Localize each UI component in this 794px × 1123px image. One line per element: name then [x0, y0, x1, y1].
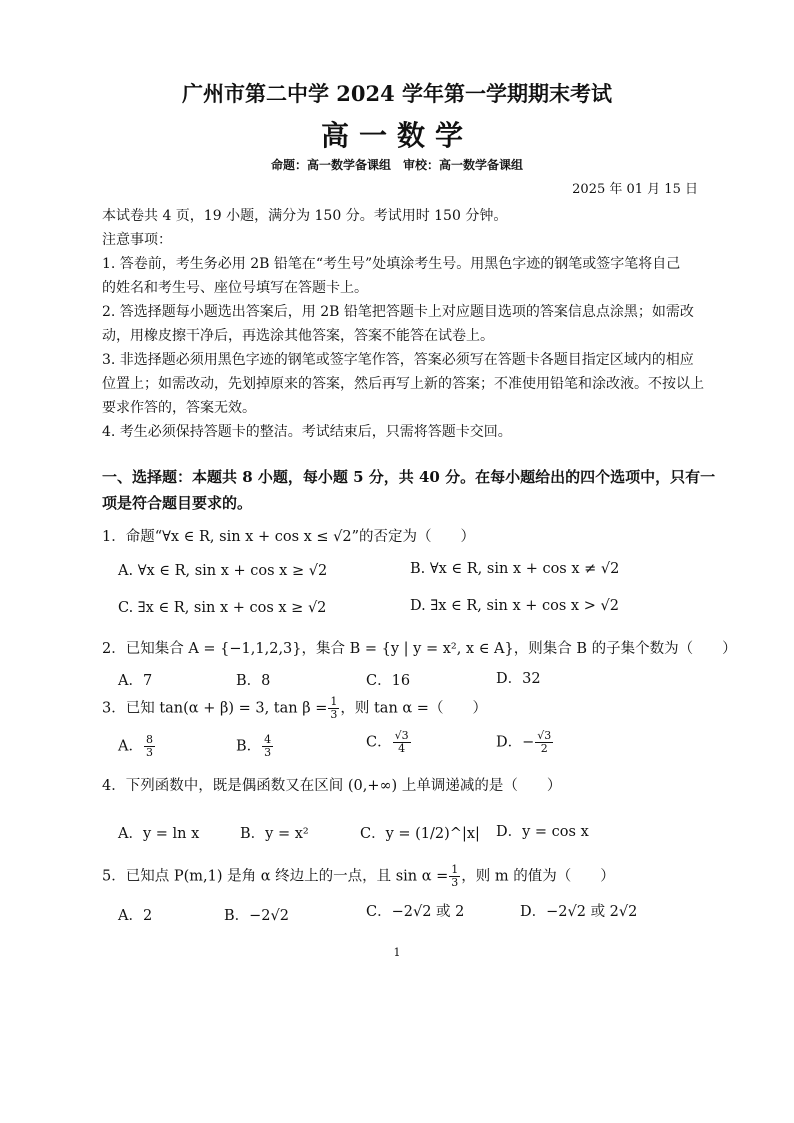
notice-line: 要求作答的，答案无效。 [102, 400, 256, 416]
option-label: B． [236, 738, 262, 755]
fraction [535, 730, 553, 755]
question-3-stem [102, 696, 487, 721]
fraction [144, 734, 155, 759]
fraction-denominator: 3 [145, 746, 153, 759]
notice-line: 1. 答卷前，考生务必用 2B 铅笔在“考生号”处填涂考生号。用黑色字迹的钢笔或签字笔将自己 [102, 256, 681, 272]
question-5-option-b: B．−2√2 [224, 908, 289, 924]
question-2-stem: 2．已知集合 A = {−1,1,2,3}，集合 B = {y | y = x², x ∈ A}，则集合 B 的子集个数为（ ） [102, 641, 737, 657]
instructions-summary: 本试卷共 4 页，19 小题，满分为 150 分。考试用时 150 分钟。 [102, 208, 508, 224]
exam-date: 2025 年 01 月 15 日 [572, 182, 698, 197]
fraction [393, 730, 411, 755]
notice-line: 3. 非选择题必须用黑色字迹的钢笔或签字笔作答，答案必须写在答题卡各题目指定区域内的相应 [102, 352, 694, 368]
question-4-option-c: C．y = (1/2)^|x| [360, 826, 480, 842]
exam-title: 广州市第二中学 2024 学年第一学期期末考试 [181, 81, 613, 106]
question-2-option-b: B．8 [236, 673, 271, 689]
notice-line: 4. 考生必须保持答题卡的整洁。考试结束后，只需将答题卡交回。 [102, 424, 512, 440]
option-label: C． [366, 734, 392, 751]
fraction-denominator: 3 [451, 876, 459, 889]
fraction-numerator: 1 [330, 695, 338, 708]
notice-line: 位置上；如需改动，先划掉原来的答案，然后再写上新的答案；不准使用铅笔和涂改液。不按以上 [102, 376, 704, 392]
fraction [449, 864, 460, 889]
question-3-stem-part: 3．已知 tan(α + β) = 3, tan β = [102, 700, 328, 717]
question-3-option-d [496, 730, 554, 755]
notice-title: 注意事项： [102, 232, 172, 248]
option-label: A． [118, 738, 143, 755]
notice-line: 动，用橡皮擦干净后，再选涂其他答案，答案不能答在试卷上。 [102, 328, 494, 344]
question-2-option-c: C．16 [366, 673, 411, 689]
question-1-option-d: D. ∃x ∈ R, sin x + cos x > √2 [410, 598, 619, 614]
question-5-stem [102, 864, 615, 889]
question-4-option-a: A．y = ln x [118, 826, 200, 842]
question-3-stem-part: ，则 tan α =（ ） [340, 700, 487, 717]
question-5-option-c: C．−2√2 或 2 [366, 904, 465, 920]
question-3-option-b [236, 734, 274, 759]
credits-line: 命题：高一数学备课组 审校：高一数学备课组 [270, 158, 523, 172]
question-2-option-a: A．7 [118, 673, 153, 689]
fraction [328, 696, 339, 721]
question-5-stem-part: ，则 m 的值为（ ） [461, 868, 615, 885]
question-2-option-d: D．32 [496, 671, 541, 687]
question-4-option-b: B．y = x² [240, 826, 309, 842]
fraction-denominator: 4 [398, 742, 406, 755]
question-1-option-b: B. ∀x ∈ R, sin x + cos x ≠ √2 [410, 561, 620, 577]
question-5-stem-part: 5．已知点 P(m,1) 是角 α 终边上的一点，且 sin α = [102, 868, 449, 885]
fraction-numerator: √3 [394, 729, 409, 742]
question-5-option-a: A．2 [118, 908, 153, 924]
fraction-denominator: 3 [330, 708, 338, 721]
fraction-numerator: 8 [145, 733, 153, 746]
notice-line: 的姓名和考生号、座位号填写在答题卡上。 [102, 280, 368, 296]
notice-line: 2. 答选择题每小题选出答案后，用 2B 铅笔把答题卡上对应题目选项的答案信息点涂黑；如需改 [102, 304, 694, 320]
page-number: 1 [393, 946, 401, 959]
fraction-numerator: √3 [537, 729, 552, 742]
fraction-numerator: 4 [264, 733, 272, 746]
fraction-denominator: 3 [264, 746, 272, 759]
question-4-stem: 4．下列函数中，既是偶函数又在区间 (0,+∞) 上单调递减的是（ ） [102, 778, 562, 794]
question-1-option-c: C. ∃x ∈ R, sin x + cos x ≥ √2 [118, 600, 327, 616]
fraction-numerator: 1 [451, 863, 459, 876]
question-1-stem: 1．命题“∀x ∈ R, sin x + cos x ≤ √2”的否定为（ ） [102, 529, 476, 545]
section-heading: 项是符合题目要求的。 [102, 494, 253, 512]
question-3-option-c [366, 730, 412, 755]
fraction-denominator: 2 [540, 742, 548, 755]
option-label: D．− [496, 734, 535, 751]
question-5-option-d: D．−2√2 或 2√2 [520, 904, 638, 920]
subject-title: 高一数学 [320, 119, 473, 152]
question-3-option-a [118, 734, 156, 759]
section-heading: 一、选择题：本题共 8 小题，每小题 5 分，共 40 分。在每小题给出的四个选项中，只有一 [102, 468, 716, 486]
question-4-option-d: D．y = cos x [496, 824, 589, 840]
fraction [262, 734, 273, 759]
question-1-option-a: A. ∀x ∈ R, sin x + cos x ≥ √2 [118, 563, 328, 579]
